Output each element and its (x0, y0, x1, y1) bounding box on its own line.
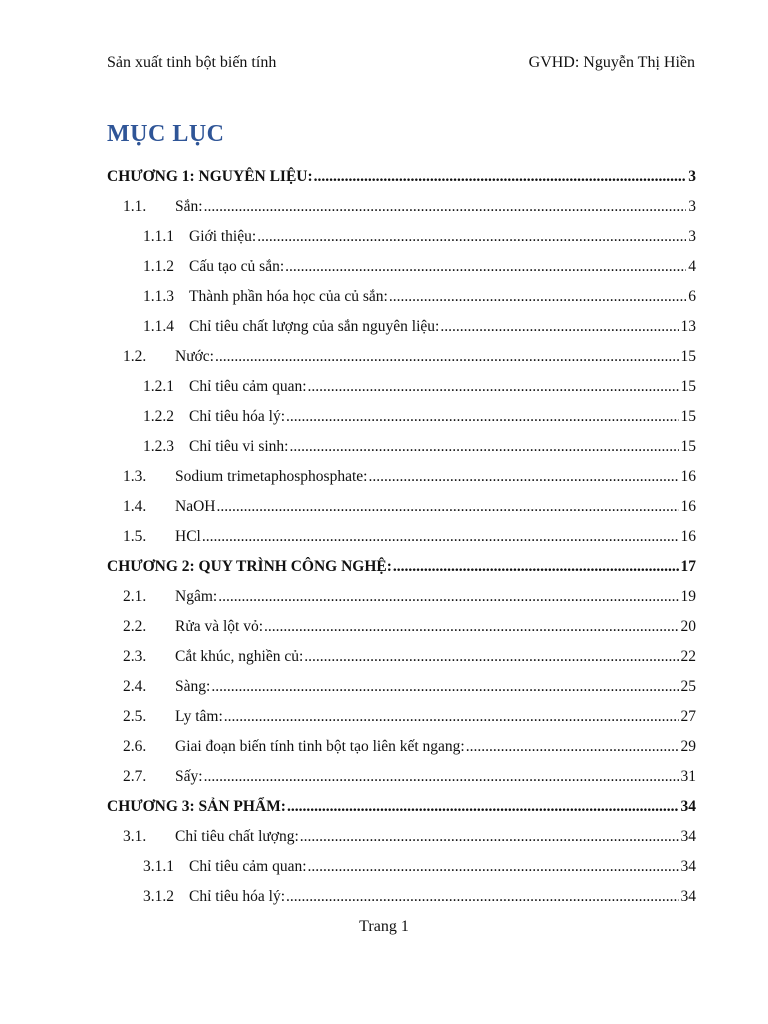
toc-dot-leader (286, 888, 678, 906)
toc-entry-page: 3 (688, 198, 696, 215)
toc-section-entry[interactable] (0, 696, 768, 726)
toc-entry-number: 3.1.1 (143, 858, 174, 875)
toc-dot-leader (389, 288, 686, 306)
toc-entry-page: 3 (688, 228, 696, 245)
toc-entry-page: 34 (680, 888, 696, 905)
toc-dot-leader (202, 528, 679, 546)
toc-entry-number: 1.2.1 (143, 378, 174, 395)
toc-entry-number: 1.2. (123, 348, 147, 365)
toc-entry-number: 1.1. (123, 198, 147, 215)
toc-entry-page: 17 (680, 558, 696, 575)
toc-entry-page: 19 (680, 588, 696, 605)
toc-dot-leader (211, 678, 678, 696)
toc-entry-number: 1.2.2 (143, 408, 174, 425)
toc-section-entry[interactable] (0, 636, 768, 666)
toc-entry-number: 1.1.4 (143, 318, 174, 335)
toc-entry-page: 3 (688, 168, 696, 185)
toc-entry-label: Thành phần hóa học của củ sắn: (189, 288, 388, 305)
toc-entry-page: 31 (680, 768, 696, 785)
toc-entry-number: 1.2.3 (143, 438, 174, 455)
toc-dot-leader (314, 168, 687, 186)
toc-subsection-entry[interactable] (0, 396, 768, 426)
toc-entry-label: NaOH (175, 498, 216, 515)
toc-section-entry[interactable] (0, 666, 768, 696)
toc-dot-leader (204, 768, 679, 786)
toc-dot-leader (300, 828, 679, 846)
toc-entry-number: 1.1.3 (143, 288, 174, 305)
toc-entry-label: Cấu tạo củ sắn: (189, 258, 285, 275)
toc-chapter-entry[interactable] (0, 546, 768, 576)
toc-entry-label: Ngâm: (175, 588, 218, 605)
toc-subsection-entry[interactable] (0, 246, 768, 276)
toc-entry-number: 2.3. (123, 648, 147, 665)
toc-dot-leader (308, 858, 679, 876)
toc-entry-number: 1.5. (123, 528, 147, 545)
toc-entry-number: 1.1.1 (143, 228, 174, 245)
toc-entry-label: Nước: (175, 348, 214, 365)
toc-subsection-entry[interactable] (0, 306, 768, 336)
page-footer: Trang 1 (359, 918, 409, 935)
toc-entry-label: Chỉ tiêu hóa lý: (189, 888, 286, 905)
toc-dot-leader (393, 558, 679, 576)
toc-entry-label: Sắn: (175, 198, 203, 215)
toc-section-entry[interactable] (0, 606, 768, 636)
toc-entry-label: CHƯƠNG 3: SẢN PHẨM: (107, 798, 286, 815)
toc-entry-label: Chỉ tiêu cảm quan: (189, 378, 307, 395)
toc-entry-page: 15 (680, 378, 696, 395)
toc-entry-label: Chỉ tiêu cảm quan: (189, 858, 307, 875)
toc-dot-leader (215, 348, 679, 366)
toc-entry-number: 1.3. (123, 468, 147, 485)
toc-entry-number: 2.2. (123, 618, 147, 635)
toc-dot-leader (285, 258, 686, 276)
toc-entry-label: CHƯƠNG 2: QUY TRÌNH CÔNG NGHỆ: (107, 558, 392, 575)
toc-entry-label: Sàng: (175, 678, 211, 695)
toc-entry-page: 25 (680, 678, 696, 695)
toc-entry-number: 3.1.2 (143, 888, 174, 905)
toc-subsection-entry[interactable] (0, 216, 768, 246)
toc-entry-label: CHƯƠNG 1: NGUYÊN LIỆU: (107, 168, 313, 185)
toc-title: MỤC LỤC (107, 121, 225, 147)
toc-subsection-entry[interactable] (0, 876, 768, 906)
toc-entry-page: 15 (680, 408, 696, 425)
toc-dot-leader (287, 798, 679, 816)
toc-entry-label: Rửa và lột vỏ: (175, 618, 264, 635)
toc-dot-leader (257, 228, 686, 246)
toc-entry-number: 1.1.2 (143, 258, 174, 275)
toc-section-entry[interactable] (0, 186, 768, 216)
toc-entry-label: Giới thiệu: (189, 228, 257, 245)
toc-section-entry[interactable] (0, 456, 768, 486)
toc-section-entry[interactable] (0, 336, 768, 366)
toc-dot-leader (440, 318, 678, 336)
toc-dot-leader (466, 738, 679, 756)
toc-section-entry[interactable] (0, 816, 768, 846)
toc-dot-leader (289, 438, 678, 456)
toc-entry-page: 34 (680, 858, 696, 875)
toc-entry-label: Chỉ tiêu chất lượng của sắn nguyên liệu: (189, 318, 440, 335)
toc-dot-leader (264, 618, 678, 636)
toc-entry-page: 15 (680, 348, 696, 365)
toc-entry-label: Chỉ tiêu hóa lý: (189, 408, 286, 425)
toc-entry-page: 34 (680, 828, 696, 845)
toc-subsection-entry[interactable] (0, 846, 768, 876)
toc-entry-number: 2.4. (123, 678, 147, 695)
toc-subsection-entry[interactable] (0, 276, 768, 306)
toc-entry-page: 13 (680, 318, 696, 335)
toc-entry-page: 16 (680, 498, 696, 515)
toc-section-entry[interactable] (0, 516, 768, 546)
toc-entry-page: 6 (688, 288, 696, 305)
toc-entry-number: 2.1. (123, 588, 147, 605)
toc-dot-leader (308, 378, 679, 396)
toc-dot-leader (286, 408, 678, 426)
toc-section-entry[interactable] (0, 486, 768, 516)
toc-chapter-entry[interactable] (0, 156, 768, 186)
toc-entry-page: 4 (688, 258, 696, 275)
toc-entry-page: 22 (680, 648, 696, 665)
toc-entry-label: Cắt khúc, nghiền củ: (175, 648, 304, 665)
toc-entry-label: Giai đoạn biến tính tinh bột tạo liên kết ngang: (175, 738, 465, 755)
toc-dot-leader (368, 468, 678, 486)
toc-entry-label: Ly tâm: (175, 708, 223, 725)
toc-entry-number: 1.4. (123, 498, 147, 515)
toc-entry-number: 2.5. (123, 708, 147, 725)
toc-dot-leader (218, 588, 678, 606)
toc-entry-page: 16 (680, 528, 696, 545)
header-instructor: GVHD: Nguyễn Thị Hiền (528, 54, 695, 71)
toc-entry-page: 20 (680, 618, 696, 635)
toc-entry-label: Chỉ tiêu vi sinh: (189, 438, 289, 455)
toc-entry-page: 34 (680, 798, 696, 815)
toc-entry-number: 2.6. (123, 738, 147, 755)
toc-entry-label: Sodium trimetaphosphosphate: (175, 468, 368, 485)
toc-entry-number: 3.1. (123, 828, 147, 845)
toc-entry-page: 15 (680, 438, 696, 455)
toc-dot-leader (224, 708, 679, 726)
toc-subsection-entry[interactable] (0, 366, 768, 396)
toc-entry-page: 27 (680, 708, 696, 725)
toc-entry-label: Chỉ tiêu chất lượng: (175, 828, 299, 845)
toc-entry-page: 16 (680, 468, 696, 485)
toc-entry-number: 2.7. (123, 768, 147, 785)
toc-entry-label: HCl (175, 528, 201, 545)
table-of-contents (0, 156, 768, 906)
toc-entry-page: 29 (680, 738, 696, 755)
header-document-title: Sản xuất tinh bột biến tính (107, 54, 277, 71)
toc-section-entry[interactable] (0, 756, 768, 786)
toc-dot-leader (304, 648, 678, 666)
toc-section-entry[interactable] (0, 576, 768, 606)
toc-section-entry[interactable] (0, 726, 768, 756)
toc-chapter-entry[interactable] (0, 786, 768, 816)
page-header (107, 54, 695, 72)
toc-dot-leader (216, 498, 678, 516)
toc-entry-label: Sấy: (175, 768, 203, 785)
toc-subsection-entry[interactable] (0, 426, 768, 456)
toc-dot-leader (204, 198, 687, 216)
